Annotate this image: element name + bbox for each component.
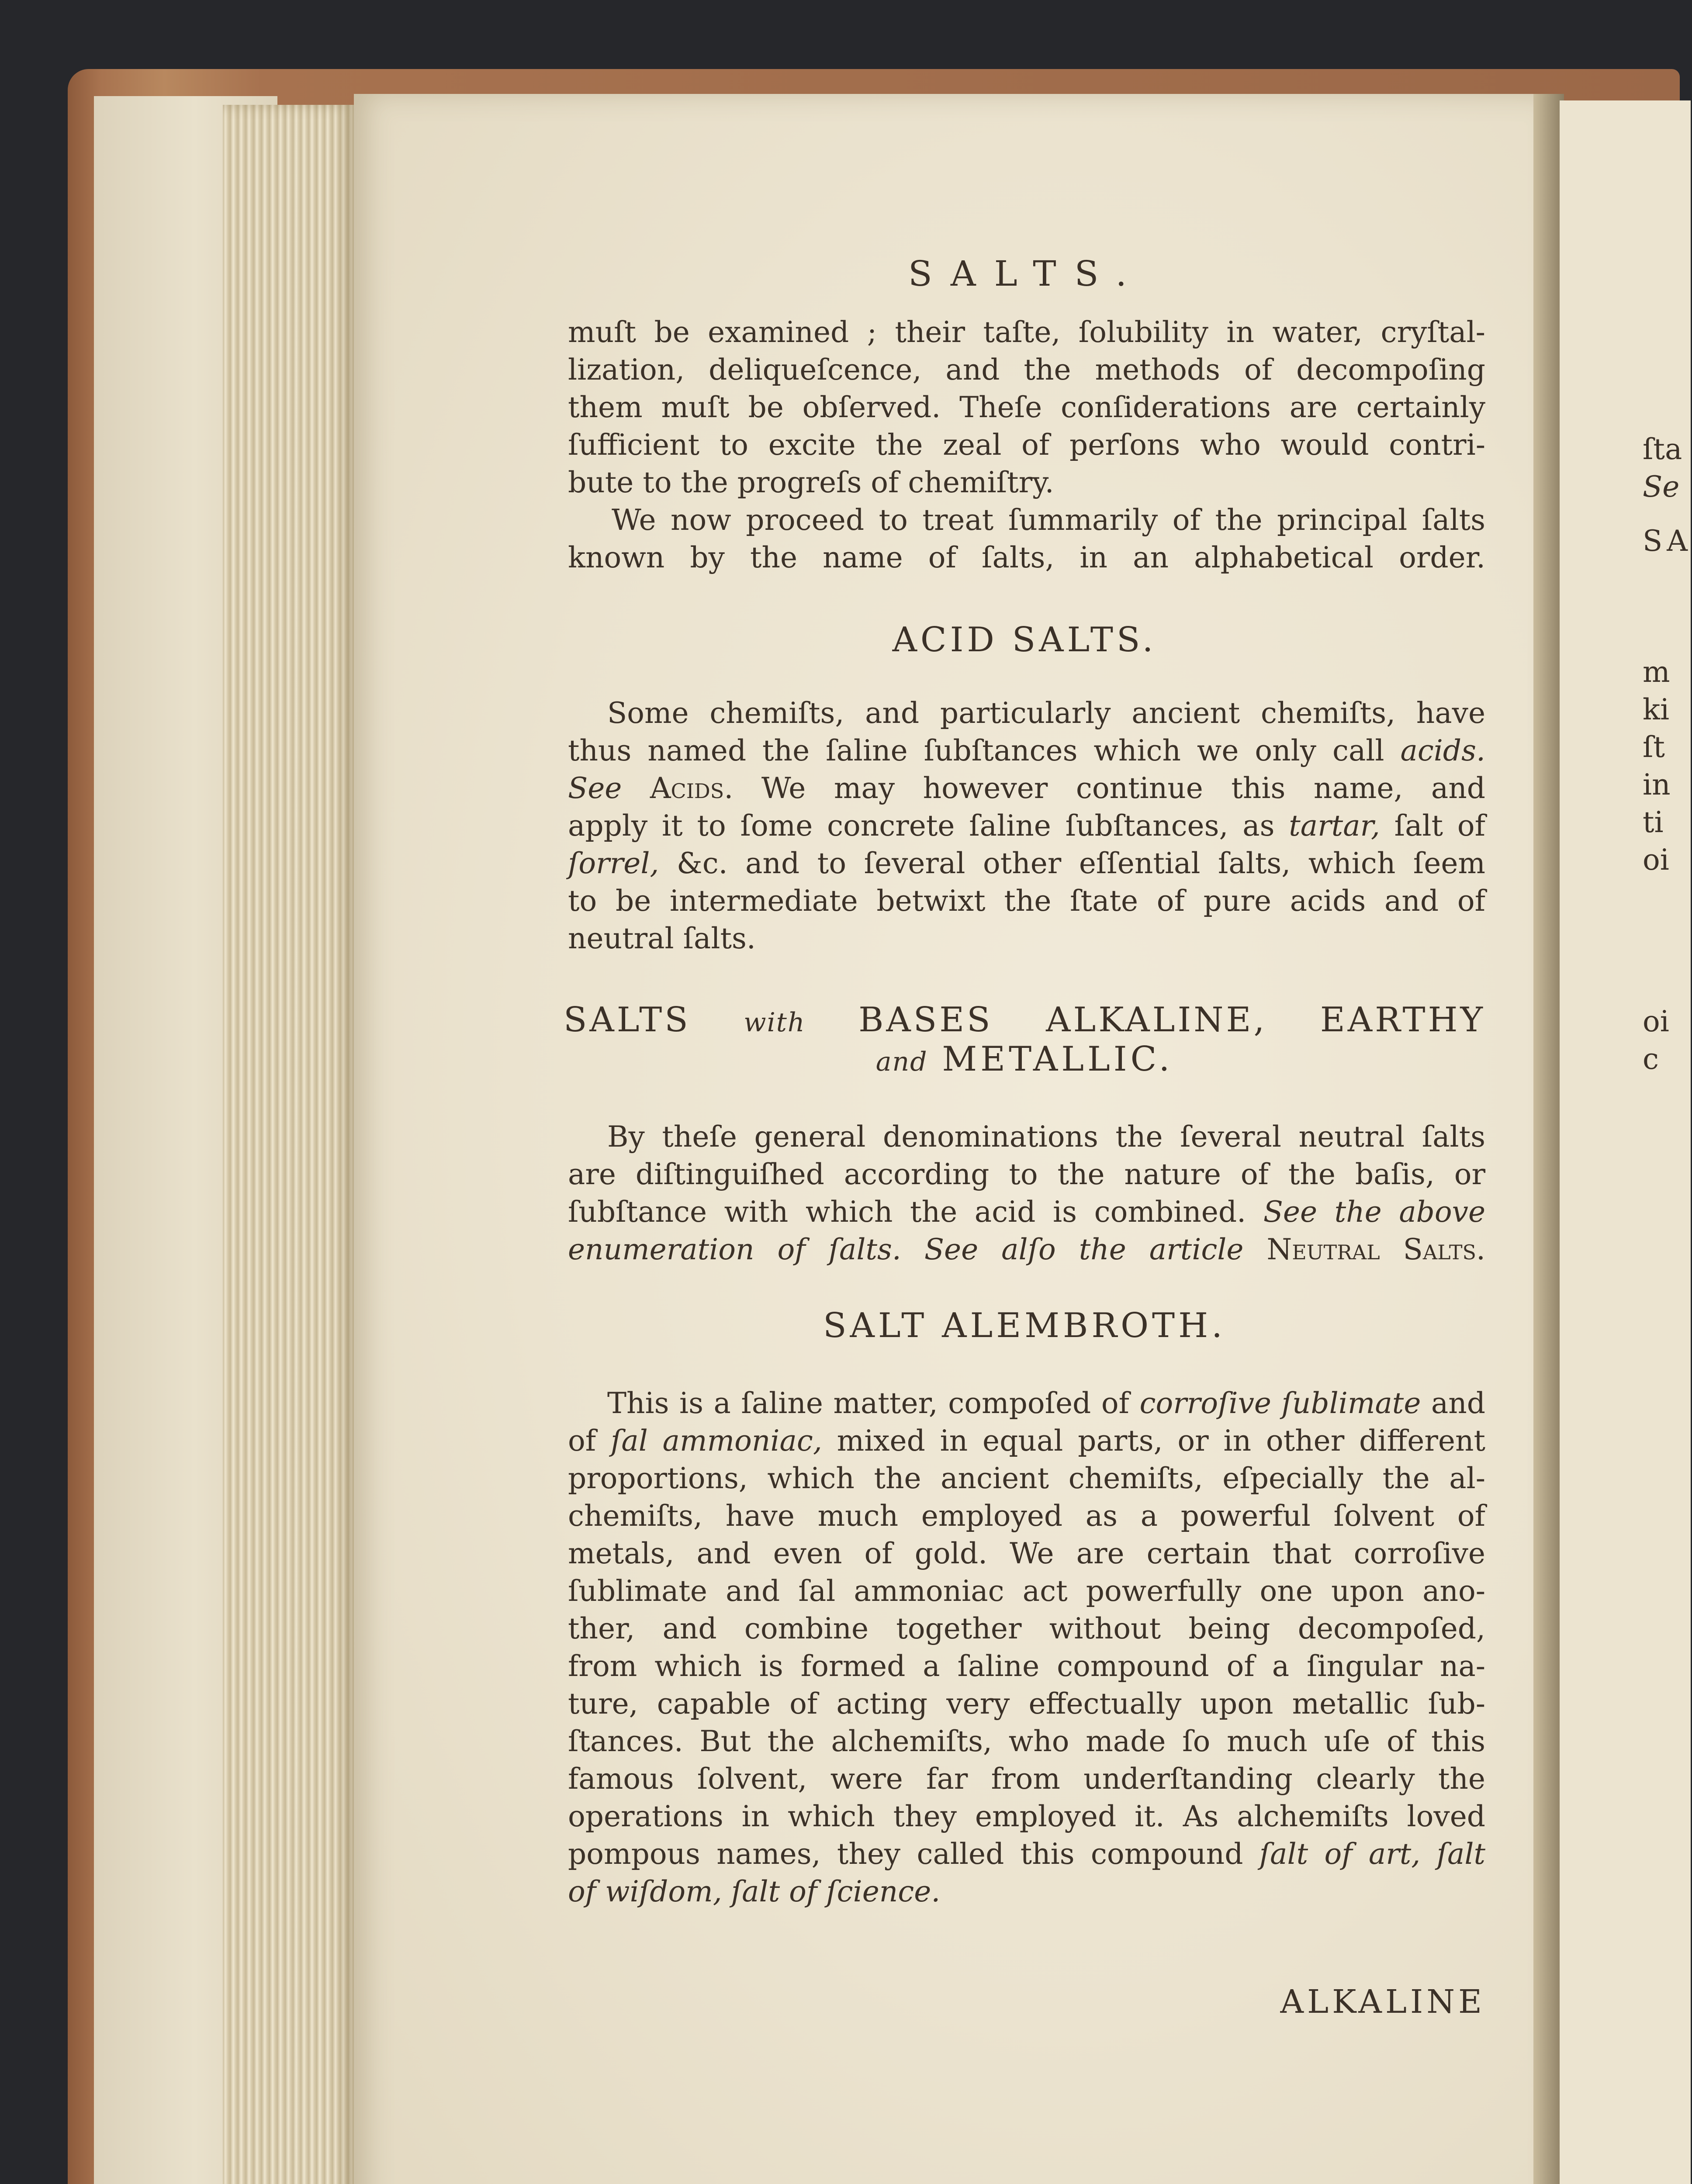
text-line: apply it to ſome concrete ſaline ſubſtances, as tartar, ſalt of [568,809,1485,843]
running-head: SALTS. [908,253,1145,294]
text-line: enumeration of ſalts. See alſo the article Neutral Salts. [568,1233,1486,1266]
text-line: See Acids. We may however continue this name, and [568,771,1486,805]
text-line: of wiſdom, ſalt of ſcience. [568,1875,941,1908]
text-line: bute to the progreſs of chemiſtry. [568,466,1054,499]
facing-text-fragment: oi [1643,843,1669,877]
text-line: ſorrel, &c. and to ſeveral other eſſential ſalts, which ſeem [568,847,1485,880]
text-line: pompous names, they called this compound ſalt of art, ſalt [568,1837,1486,1871]
text-line: ſublimate and ſal ammoniac act powerfully one upon ano- [568,1574,1485,1608]
text-line: ſubſtance with which the acid is combined. See the above [568,1195,1486,1229]
facing-text-fragment: m [1643,655,1670,689]
text-line: of ſal ammoniac, mixed in equal parts, or in other different [568,1424,1485,1458]
facing-text-fragment: SA [1643,524,1692,558]
facing-page [1560,100,1691,2184]
text-line: to be intermediate betwixt the ſtate of pure acids and of [568,884,1485,918]
facing-text-fragment: in [1643,768,1671,802]
text-line: operations in which they employed it. As alchemiſts loved [568,1800,1485,1833]
text-line: from which is formed a ſaline compound of a ſingular na- [568,1649,1485,1683]
text-line: proportions, which the ancient chemiſts, eſpecially the al- [568,1462,1485,1495]
text-line: ture, capable of acting very effectually upon metallic ſub- [568,1687,1485,1721]
section-heading: SALT ALEMBROTH. [823,1306,1226,1345]
section-heading: SALTS with BASES ALKALINE, EARTHY [564,1000,1485,1040]
text-line: lization, deliqueſcence, and the methods of decompoſing [568,353,1485,387]
facing-text-fragment: oi [1643,1005,1669,1038]
text-line: ſufficient to excite the zeal of perſons who would contri- [568,428,1485,462]
text-line: We now proceed to treat ſummarily of the principal ſalts [612,503,1485,537]
text-line: known by the name of ſalts, in an alphabetical order. [568,541,1485,574]
text-line: Some chemiſts, and particularly ancient chemiſts, have [607,696,1485,730]
text-line: famous ſolvent, were far from underſtanding clearly the [568,1762,1485,1796]
text-line: metals, and even of gold. We are certain that corroſive [568,1537,1485,1570]
text-line: This is a ſaline matter, compoſed of corroſive ſublimate and [607,1386,1486,1420]
page-edges [223,105,354,2184]
facing-text-fragment: c [1643,1042,1659,1076]
text-line: neutral ſalts. [568,922,756,955]
text-line: chemiſts, have much employed as a powerful ſolvent of [568,1499,1485,1533]
text-line: By theſe general denominations the ſeveral neutral ſalts [607,1120,1485,1154]
section-heading-continued: and METALLIC. [875,1040,1173,1079]
facing-text-fragment: Se [1643,470,1680,504]
section-heading: ACID SALTS. [892,620,1157,660]
facing-text-fragment: ki [1643,693,1670,726]
text-line: them muſt be obſerved. Theſe conſiderations are certainly [568,390,1485,424]
text-line: ther, and combine together without being decompoſed, [568,1612,1485,1645]
text-line: are diſtinguiſhed according to the nature of the baſis, or [568,1158,1485,1191]
text-line: ſtances. But the alchemiſts, who made ſo much uſe of this [568,1724,1485,1758]
text-line: muſt be examined ; their taſte, ſolubility in water, cryſtal- [568,315,1485,349]
catchword: ALKALINE [1280,1983,1485,2021]
facing-text-fragment: ti [1643,805,1664,839]
text-line: thus named the ſaline ſubſtances which we only call acids. [568,734,1485,767]
facing-text-fragment: ſta [1643,432,1682,466]
facing-text-fragment: ſt [1643,730,1665,764]
